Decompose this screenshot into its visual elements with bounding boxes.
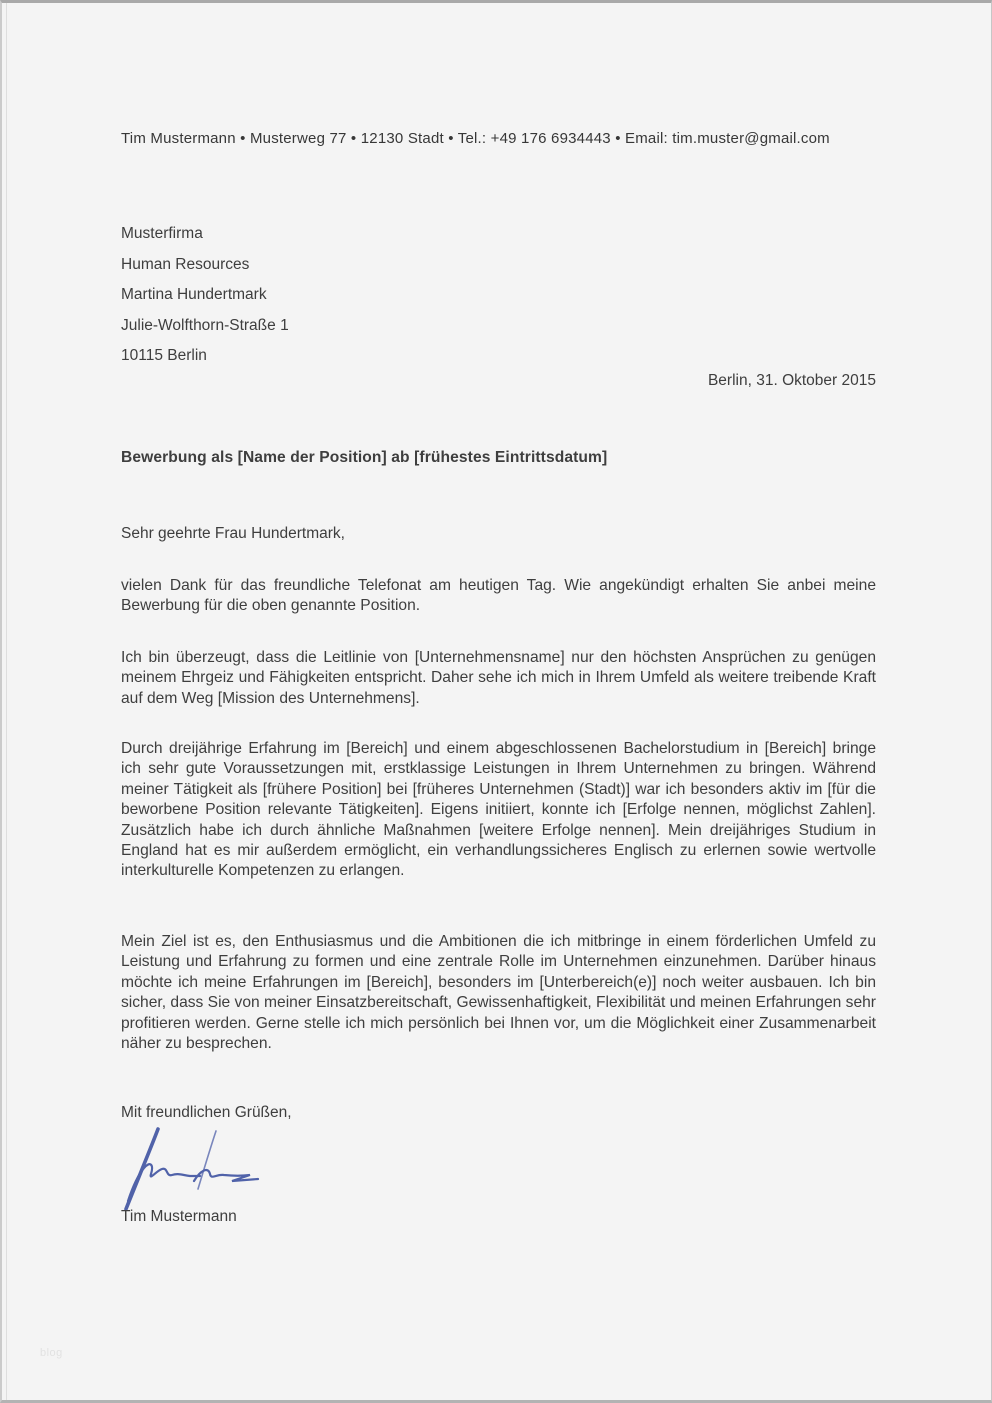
signature-tail-stroke (194, 1170, 258, 1181)
recipient-company: Musterfirma (121, 225, 203, 242)
paragraph-experience: Durch dreijährige Erfahrung im [Bereich] und einem abgeschlossenen Bachelorstudium in [Bereich] bringe ich sehr gute Voraussetzungen mit, erstklassige Leistungen in Ihrem Unternehmen zu bringen. Während meiner Tätigkeit als [frühere Position] bei [früheres Unternehmen (Stadt)] war ich besonders aktiv im [für die beworbene Position relevante Tätigkeiten]. Eigens initiiert, konnte ich [Erfolge nennen, möglichst Zahlen]. Zusätzlich habe ich durch ähnliche Maßnahmen [weitere Erfolge nennen]. Mein dreijähriges Studium in England hat es mir außerdem ermöglicht, ein verhandlungssicheres Englisch zu erlernen sowie wertvolle interkulturelle Kompetenzen zu erlangen. (121, 740, 876, 880)
watermark-text: blog (40, 1347, 63, 1359)
subject-line: Bewerbung als [Name der Position] ab [frühestes Eintrittsdatum] (121, 449, 608, 466)
signature-loops-stroke (128, 1164, 200, 1201)
recipient-city: 10115 Berlin (121, 347, 207, 364)
signature-name: Tim Mustermann (121, 1208, 237, 1225)
paragraph-motivation: Ich bin überzeugt, dass die Leitlinie von [Unternehmensname] nur den höchsten Ansprüchen zu genügen meinem Ehrgeiz und Fähigkeiten entspricht. Daher sehe ich mich in Ihrem Umfeld als weitere treibende Kraft auf dem Weg [Mission des Unternehmens]. (121, 649, 876, 707)
sender-contact-line: Tim Mustermann • Musterweg 77 • 12130 Stadt • Tel.: +49 176 6934443 • Email: tim.muster@gmail.com (121, 130, 830, 147)
handwritten-signature-image (112, 1119, 272, 1214)
recipient-department: Human Resources (121, 255, 250, 273)
closing-line: Mit freundlichen Grüßen, (121, 1104, 292, 1121)
recipient-contact-person: Martina Hundertmark (121, 286, 267, 303)
date-line: Berlin, 31. Oktober 2015 (707, 372, 876, 389)
paragraph-thanks: vielen Dank für das freundliche Telefonat am heutigen Tag. Wie angekündigt erhalten Sie anbei meine Bewerbung für die oben genannte Position. (121, 577, 876, 615)
paragraph-goals: Mein Ziel ist es, den Enthusiasmus und die Ambitionen die ich mitbringe in einem förderlichen Umfeld zu Leistung und Erfahrung zu formen und eine zentrale Rolle im Unternehmen einzunehmen. Darüber hinaus möchte ich meine Erfahrungen im [Bereich], besonders im [Unterbereich(e)] noch weiter ausbauen. Ich bin sicher, dass Sie von meiner Einsatzbereitschaft, Gewissenhaftigkeit, Flexibilität und meinen Erfahrungen sehr profitieren werden. Gerne stelle ich mich persönlich bei Ihnen vor, um die Möglichkeit einer Zusammenarbeit näher zu besprechen. (121, 933, 876, 1053)
page-edge-line (6, 3, 7, 1400)
recipient-address-block (121, 219, 289, 372)
signature-slash-stroke (198, 1131, 216, 1189)
recipient-street: Julie-Wolfthorn-Straße 1 (121, 316, 289, 334)
salutation: Sehr geehrte Frau Hundertmark, (121, 525, 345, 542)
